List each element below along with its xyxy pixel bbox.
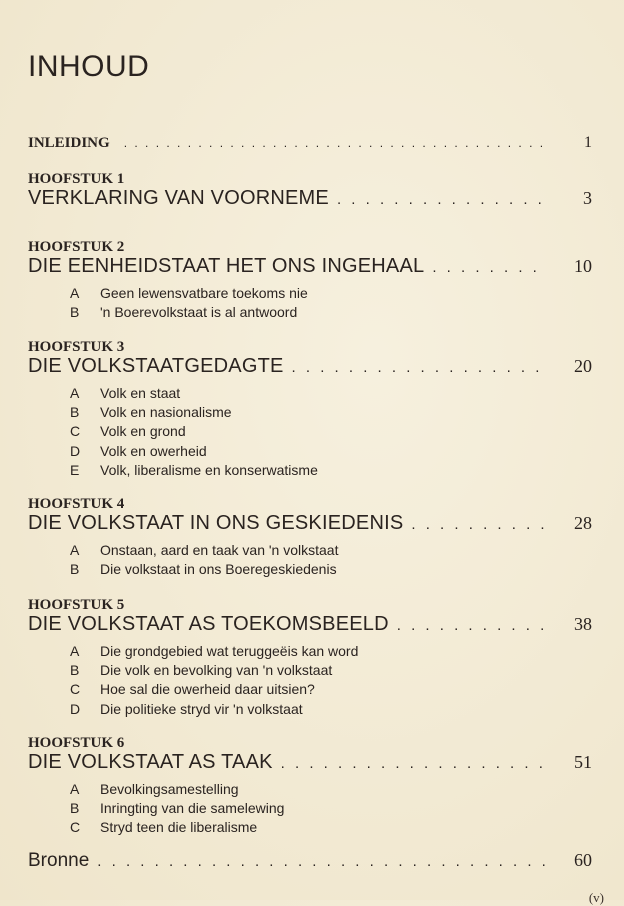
section-title: Volk en staat [100, 385, 181, 401]
section-title: Stryd teen die liberalisme [100, 819, 258, 836]
section-letter: A [70, 385, 80, 401]
dot-leader [337, 191, 548, 208]
section-list [70, 780, 592, 838]
chapter-title: DIE VOLKSTAATGEDAGTE [28, 355, 284, 377]
toc-section[interactable] [70, 422, 592, 441]
toc-section[interactable] [70, 780, 592, 799]
section-title: Volk, liberalisme en konserwatisme [100, 461, 318, 478]
dot-leader [124, 136, 548, 150]
page-folio: (v) [588, 890, 604, 905]
dot-leader [411, 516, 548, 533]
section-list [70, 642, 592, 719]
section-title: Inringting van die samelewing [100, 800, 285, 817]
toc-chapter-4[interactable] [28, 497, 592, 579]
dot-leader [292, 359, 548, 376]
toc-entry-label: INLEIDING [28, 135, 110, 151]
chapter-kicker: HOOFSTUK 6 [28, 735, 125, 751]
toc-section[interactable] [70, 461, 592, 480]
section-title: Die volk en bevolking van 'n volkstaat [100, 662, 333, 679]
section-letter: B [70, 304, 80, 321]
section-title: Die politieke stryd vir 'n volkstaat [100, 700, 303, 717]
section-letter: A [70, 781, 80, 797]
toc-section[interactable] [70, 384, 592, 403]
toc-page-number: 28 [574, 513, 592, 533]
toc-page-number: 38 [574, 614, 592, 634]
section-title: Onstaan, aard en taak van 'n volkstaat [100, 542, 339, 558]
section-letter: C [70, 681, 81, 698]
section-list [70, 384, 592, 480]
toc-section[interactable] [70, 442, 592, 461]
toc-section[interactable] [70, 680, 592, 699]
toc-chapter-5[interactable] [28, 598, 592, 719]
toc-chapter-3[interactable] [28, 340, 592, 480]
toc-entry-label: Bronne [28, 850, 90, 871]
section-title: Die grondgebied wat teruggeëis kan word [100, 643, 359, 659]
section-letter: B [70, 561, 80, 578]
page-title: INHOUD [28, 50, 150, 83]
toc-page-number: 1 [584, 134, 592, 151]
section-title: Bevolkingsamestelling [100, 781, 239, 797]
section-letter: A [70, 285, 80, 301]
dot-leader [432, 259, 548, 276]
chapter-title: DIE EENHEIDSTAAT HET ONS INGEHAAL [28, 255, 425, 277]
section-letter: D [70, 700, 81, 717]
section-letter: C [70, 423, 81, 440]
chapter-title: DIE VOLKSTAAT AS TOEKOMSBEELD [28, 613, 389, 635]
dot-leader [281, 755, 548, 772]
section-letter: A [70, 542, 80, 558]
toc-section[interactable] [70, 799, 592, 818]
dot-leader [397, 617, 548, 634]
toc-chapter-2[interactable] [28, 240, 592, 322]
section-list [70, 541, 592, 579]
section-title: Hoe sal die owerheid daar uitsien? [100, 681, 315, 698]
section-letter: B [70, 800, 80, 817]
toc-chapter-1[interactable] [28, 172, 592, 210]
chapter-kicker: HOOFSTUK 3 [28, 339, 125, 355]
toc-section[interactable] [70, 284, 592, 303]
section-title: Volk en owerheid [100, 442, 207, 459]
toc-entry-inleiding[interactable] [28, 134, 592, 152]
section-letter: B [70, 404, 80, 421]
toc-section[interactable] [70, 541, 592, 560]
section-list [70, 284, 592, 322]
chapter-kicker: HOOFSTUK 4 [28, 496, 125, 512]
toc-entry-bronne[interactable] [28, 850, 592, 872]
toc-section[interactable] [70, 560, 592, 579]
chapter-title: DIE VOLKSTAAT AS TAAK [28, 751, 273, 773]
section-title: Volk en grond [100, 423, 186, 440]
section-letter: C [70, 819, 81, 836]
section-title: Die volkstaat in ons Boeregeskiedenis [100, 561, 337, 578]
dot-leader [97, 853, 548, 870]
toc-section[interactable] [70, 818, 592, 837]
toc-section[interactable] [70, 661, 592, 680]
section-letter: B [70, 662, 80, 679]
toc-section[interactable] [70, 642, 592, 661]
section-letter: D [70, 442, 81, 459]
toc-page-number: 51 [574, 752, 592, 772]
toc-page-number: 60 [574, 850, 592, 870]
section-title: Geen lewensvatbare toekoms nie [100, 285, 308, 301]
toc-page-number: 3 [583, 188, 592, 208]
chapter-kicker: HOOFSTUK 2 [28, 239, 125, 255]
chapter-title: VERKLARING VAN VOORNEME [28, 187, 329, 209]
chapter-title: DIE VOLKSTAAT IN ONS GESKIEDENIS [28, 512, 404, 534]
section-title: Volk en nasionalisme [100, 404, 232, 421]
toc-section[interactable] [70, 403, 592, 422]
toc-chapter-6[interactable] [28, 736, 592, 838]
chapter-kicker: HOOFSTUK 1 [28, 171, 125, 187]
section-letter: A [70, 643, 80, 659]
chapter-kicker: HOOFSTUK 5 [28, 597, 125, 613]
toc-page-number: 10 [574, 256, 592, 276]
section-title: 'n Boerevolkstaat is al antwoord [100, 304, 298, 321]
toc-section[interactable] [70, 303, 592, 322]
section-letter: E [70, 461, 80, 478]
toc-section[interactable] [70, 700, 592, 719]
toc-page-number: 20 [574, 356, 592, 376]
